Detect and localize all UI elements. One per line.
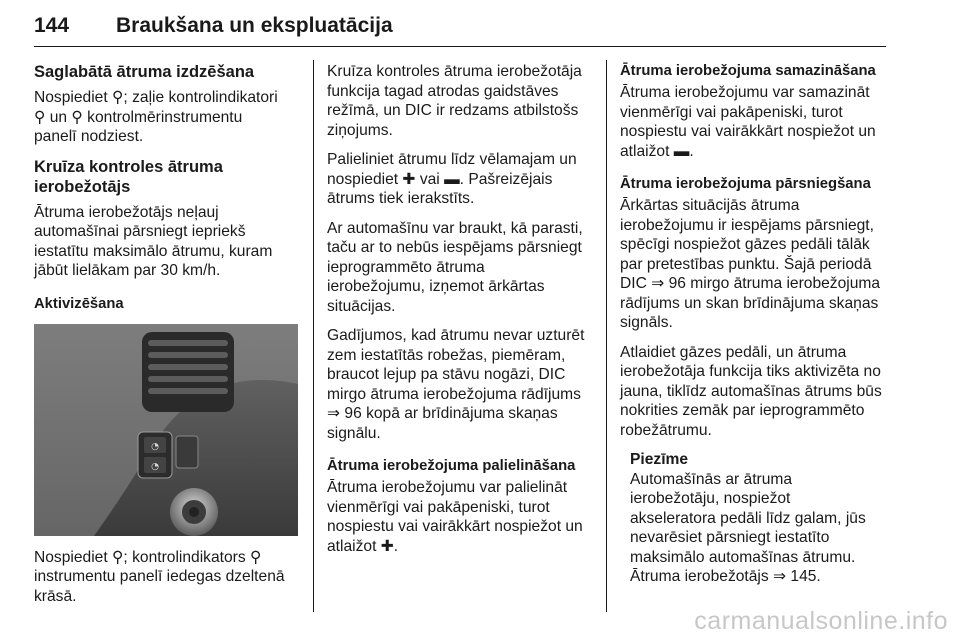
svg-text:◔: ◔ — [151, 441, 159, 452]
section-heading: Kruīza kontroles ātruma ierobežotājs — [34, 157, 223, 196]
paragraph: Ar automašīnu var braukt, kā parasti, taču ar to nebūs iespējams pārsniegt ieprogrammēto ātruma ierobežojumu, izņemot ārkārtas situācijas. — [327, 219, 583, 315]
paragraph: Ātruma ierobežotājs neļauj automašīnai pārsniegt iepriekš iestatītu maksimālo ātrumu, kuram jābūt lielākam par 30 km/h. — [34, 203, 273, 279]
page-header — [34, 12, 886, 47]
svg-text:◔: ◔ — [151, 461, 159, 472]
page-number: 144 — [34, 14, 70, 37]
paragraph: Nospiediet ⚲; zaļie kontrolindikatori ⚲ un ⚲ kontrolmērinstrumentu panelī nodziest. — [34, 89, 278, 145]
column-3 — [620, 62, 888, 597]
note-title: Piezīme — [630, 451, 689, 468]
paragraph: Ātruma ierobežojumu var samazināt vienmērīgi vai pakāpeniski, turot nospiestu vai vairākkārt nospiežot un atlaižot ▬. — [620, 84, 876, 160]
column-1 — [34, 62, 300, 616]
paragraph: Palieliniet ātrumu līdz vēlamajam un nospiediet ✚ vai ▬. Pašreizējais ātrums tiek ierakstīts. — [327, 151, 577, 207]
column-2 — [327, 62, 593, 566]
subsection-heading: Ātruma ierobežojuma pārsniegšana — [620, 176, 871, 192]
dashboard-photo — [34, 324, 298, 536]
section-heading: Saglabātā ātruma izdzēšana — [34, 63, 255, 81]
paragraph: Kruīza kontroles ātruma ierobežotāja funkcija tagad atrodas gaidstāves režīmā, un DIC ir redzams atbilstošs ziņojums. — [327, 63, 582, 139]
note-text: Automašīnās ar ātruma ierobežotāju, nospiežot akseleratora pedāli līdz galam, jūs nevarēsiet pārsniegt iestatīto maksimālo automašīnas ātrumu. Ātruma ierobežotājs ⇒ 145. — [630, 470, 866, 585]
subsection-heading: Ātruma ierobežojuma palielināšana — [327, 458, 576, 474]
paragraph: Nospiediet ⚲; kontrolindikators ⚲ instrumentu panelī iedegas dzeltenā krāsā. — [34, 548, 285, 605]
paragraph: Ātruma ierobežojumu var palielināt vienmērīgi vai pakāpeniski, turot nospiestu vai vairākkārt nospiežot un atlaižot ✚. — [327, 479, 583, 555]
note-box — [630, 450, 888, 587]
paragraph: Ārkārtas situācijās ātruma ierobežojumu ir iespējams pārsniegt, spēcīgi nospiežot gāzes pedāli tālāk par pretestības punktu. Šajā periodā DIC ⇒ 96 mirgo ātruma ierobežojuma rādījums un skan brīdinājuma skaņas signāls. — [620, 197, 881, 331]
subsection-heading: Aktivizēšana — [34, 295, 124, 312]
paragraph: Atlaidiet gāzes pedāli, un ātruma ierobežotāja funkcija tiks aktivizēta no jauna, tiklīdz automašīnas ātrums būs nokrities zemāk par ieprogrammēto robežātrumu. — [620, 343, 882, 439]
subsection-heading: Ātruma ierobežojuma samazināšana — [620, 63, 876, 79]
paragraph: Gadījumos, kad ātrumu nevar uzturēt zem iestatītās robežas, piemēram, braucot lejup pa stāvu nogāzi, DIC mirgo ātruma ierobežojuma rādījums ⇒ 96 kopā ar brīdinājuma skaņas signālu. — [327, 327, 585, 442]
column-divider — [313, 60, 314, 612]
page-title: Braukšana un ekspluatācija — [116, 14, 393, 37]
column-divider — [606, 60, 607, 612]
watermark: carmanualsonline.info — [694, 607, 948, 635]
